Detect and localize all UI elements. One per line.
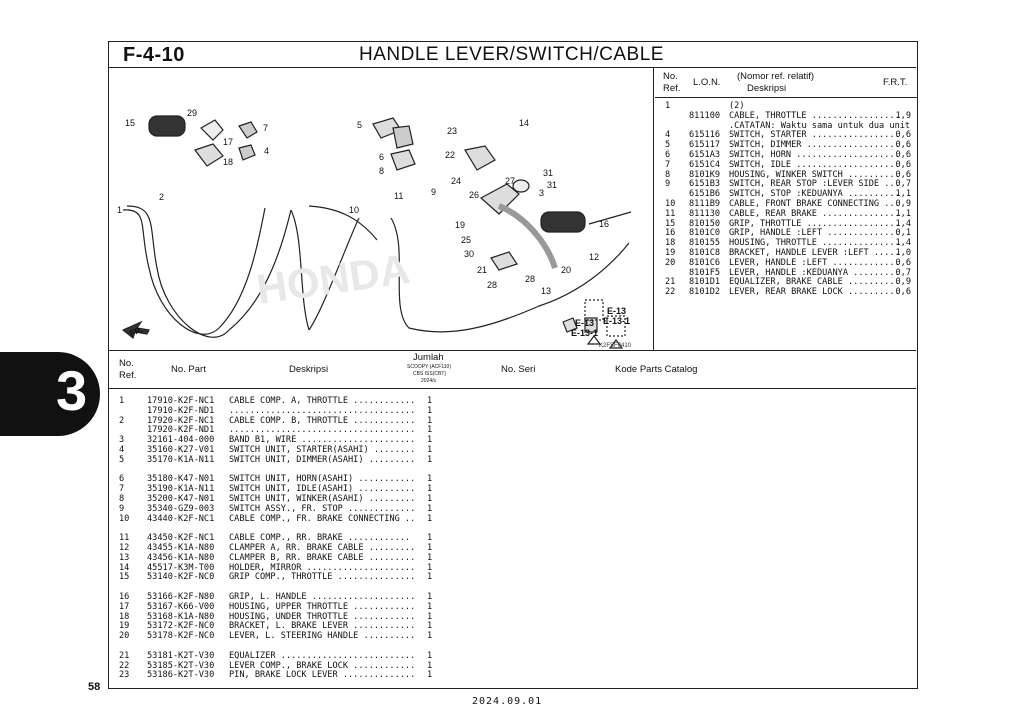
- parts-col-desc: Deskripsi: [289, 364, 329, 375]
- part-description: EQUALIZER ..........................: [229, 650, 416, 661]
- ref-row-frt: 1,1: [895, 189, 911, 200]
- ref-row-frt: 1,4: [895, 218, 911, 229]
- part-number: 35340-GZ9-003: [147, 503, 215, 514]
- part-number: 43450-K2F-NC1: [147, 533, 215, 544]
- ref-row-frt: 0,7: [895, 179, 911, 190]
- part-ref-no: 10: [119, 513, 130, 524]
- callout-21: 21: [477, 265, 488, 275]
- throttle-cable-a: [123, 210, 219, 334]
- ref-row-lon: 615117: [689, 140, 721, 151]
- ref-row-no: 1: [665, 101, 671, 111]
- ref-row-desc: CABLE, THROTTLE .................: [729, 110, 900, 121]
- ref-e13-1-b: E-13-1: [603, 316, 631, 326]
- callout-27: 27: [505, 176, 516, 186]
- ref-row-desc: (2): [729, 101, 745, 111]
- grip-end-cable: [589, 212, 631, 224]
- ref-row-frt: 0,7: [895, 267, 911, 278]
- part-description: PIN, BRAKE LOCK LEVER ..............: [229, 670, 416, 681]
- ref-row-desc: CABLE, FRONT BRAKE CONNECTING ...: [729, 198, 900, 209]
- part-ref-no: 17: [119, 601, 130, 612]
- ref-row-no: 18: [665, 238, 676, 249]
- part-ref-no: 18: [119, 611, 130, 622]
- reference-row: [661, 288, 913, 298]
- upper-housing-shape: [201, 120, 223, 140]
- ref-row-frt: 1,9: [895, 110, 911, 121]
- callout-16: 16: [599, 219, 610, 229]
- callout-20: 20: [561, 265, 572, 275]
- parts-rows: [109, 397, 916, 681]
- part-number: 35190-K1A-N11: [147, 484, 215, 495]
- part-number: 35180-K47-N01: [147, 474, 215, 485]
- callout-19: 19: [455, 220, 466, 230]
- part-number: 17910-K2F-NC1: [147, 396, 215, 406]
- ref-row-lon: 8101C6: [689, 257, 721, 268]
- part-quantity: 1: [427, 435, 433, 446]
- ref-row-lon: 810155: [689, 238, 721, 249]
- part-number: 53140-K2F-NC0: [147, 572, 215, 583]
- part-quantity: 1: [427, 415, 433, 426]
- ref-col-lon: L.O.N.: [693, 77, 721, 88]
- part-description: HOUSING, UNDER THROTTLE ............: [229, 611, 416, 622]
- parts-col-qty: Jumlah: [413, 352, 444, 363]
- callout-11: 11: [394, 191, 404, 201]
- ref-row-desc: SWITCH, REAR STOP :LEVER SIDE ...: [729, 179, 900, 190]
- ref-col-frt: F.R.T.: [883, 77, 908, 88]
- figure-code: K2FSF0410: [599, 343, 632, 349]
- part-quantity: 1: [427, 552, 433, 563]
- part-quantity: 1: [427, 484, 433, 495]
- chapter-number: 3: [56, 359, 88, 422]
- parts-col-serial: No. Seri: [501, 364, 536, 375]
- callout-30: 30: [464, 249, 475, 259]
- part-number: 17920-K2F-ND1: [147, 425, 215, 436]
- callout-25: 25: [461, 235, 472, 245]
- part-ref-no: 6: [119, 474, 125, 485]
- part-number: 53172-K2F-NC0: [147, 621, 215, 632]
- part-description: LEVER COMP., BRAKE LOCK ............: [229, 660, 416, 671]
- callout-23: 23: [447, 126, 458, 136]
- part-description: CABLE COMP. B, THROTTLE ............: [229, 415, 416, 426]
- ref-row-frt: 1,0: [895, 247, 911, 258]
- callout-29: 29: [187, 108, 198, 118]
- part-description: GRIP COMP., THROTTLE ...............: [229, 572, 416, 583]
- ref-row-no: 10: [665, 198, 676, 209]
- ref-row-lon: 6151B3: [689, 179, 721, 190]
- part-number: 32161-404-000: [147, 435, 215, 446]
- part-quantity: 1: [427, 611, 433, 622]
- callout-1: 1: [117, 205, 123, 215]
- ref-row-desc: BRACKET, HANDLE LEVER :LEFT .....: [729, 247, 900, 258]
- ref-row-no: 9: [665, 179, 671, 190]
- ref-row-desc: SWITCH, STARTER .................: [729, 130, 900, 141]
- ref-row-lon: 811100: [689, 110, 721, 121]
- switch-starter-shape: [239, 122, 257, 138]
- callout-12: 12: [589, 252, 600, 262]
- chapter-tab: [0, 352, 100, 436]
- ref-row-desc: EQUALIZER, BRAKE CABLE ..........: [729, 277, 900, 288]
- part-number: 35160-K27-V01: [147, 444, 215, 455]
- ref-row-frt: 0,1: [895, 228, 911, 239]
- part-description: LEVER, L. STEERING HANDLE ..........: [229, 631, 416, 642]
- parts-row: [109, 632, 916, 642]
- part-ref-no: 13: [119, 552, 130, 563]
- part-ref-no: 20: [119, 631, 130, 642]
- part-quantity: 1: [427, 621, 433, 632]
- ref-row-frt: 1,4: [895, 238, 911, 249]
- ref-row-lon: 8101F5: [689, 267, 721, 278]
- part-quantity: 1: [427, 493, 433, 504]
- part-description: CABLE COMP., RR. BRAKE ............: [229, 533, 411, 544]
- ref-row-frt: 0,9: [895, 198, 911, 209]
- part-ref-no: 11: [119, 533, 130, 544]
- ref-row-desc: SWITCH, STOP :KEDUANYA ..........: [729, 189, 900, 200]
- ref-row-desc: GRIP, HANDLE :LEFT ..............: [729, 228, 900, 239]
- equalizer-shape: [491, 252, 517, 270]
- print-date: 2024.09.01: [472, 696, 543, 707]
- ref-col-desc-top: (Nomor ref. relatif): [737, 71, 815, 82]
- parts-col-catalog: Kode Parts Catalog: [615, 364, 698, 375]
- ref-row-no: 22: [665, 287, 676, 298]
- throttle-grip-shape: [149, 116, 185, 136]
- part-ref-no: 9: [119, 503, 125, 514]
- part-description: ....................................: [229, 405, 416, 416]
- part-quantity: 1: [427, 533, 433, 544]
- callout-17: 17: [223, 137, 234, 147]
- ref-row-no: 6: [665, 149, 671, 160]
- ref-row-desc: LEVER, REAR BRAKE LOCK ..........: [729, 287, 900, 298]
- ref-row-no: 16: [665, 228, 676, 239]
- part-quantity: 1: [427, 396, 433, 406]
- part-number: 53166-K2F-N80: [147, 591, 215, 602]
- ref-row-desc: LEVER, HANDLE :KEDUANYA .........: [729, 267, 900, 278]
- callout-24: 24: [451, 176, 462, 186]
- ref-row-lon: 6151A3: [689, 149, 721, 160]
- parts-row: [109, 515, 916, 525]
- callout-26: 26: [469, 190, 480, 200]
- lever-lock-shape: [465, 146, 495, 170]
- parts-col-qty-model: SCOOPY (ACF110): [407, 364, 451, 370]
- part-ref-no: 7: [119, 484, 125, 495]
- part-quantity: 1: [427, 660, 433, 671]
- ref-row-no: 21: [665, 277, 676, 288]
- switch-winker-shape: [391, 150, 415, 170]
- fr-label: FR.: [128, 325, 144, 338]
- parts-col-part: No. Part: [171, 364, 206, 375]
- parts-col-no: No.: [119, 358, 134, 369]
- part-number: 53181-K2T-V30: [147, 650, 215, 661]
- part-number: 53167-K66-V00: [147, 601, 215, 612]
- part-description: ....................................: [229, 425, 416, 436]
- part-description: BAND B1, WIRE ......................: [229, 435, 416, 446]
- rear-brake-cable: [391, 218, 629, 332]
- ref-row-frt: 0,6: [895, 257, 911, 268]
- ref-row-desc: GRIP, THROTTLE ..................: [729, 218, 900, 229]
- ref-row-frt: 0,6: [895, 159, 911, 170]
- ref-row-desc: LEVER, HANDLE :LEFT .............: [729, 257, 900, 268]
- ref-row-lon: 8101K9: [689, 169, 721, 180]
- part-quantity: 1: [427, 503, 433, 514]
- part-description: BRACKET, L. BRAKE LEVER ............: [229, 621, 416, 632]
- part-number: 43456-K1A-N80: [147, 552, 215, 563]
- part-ref-no: 19: [119, 621, 130, 632]
- parts-table: [109, 350, 916, 688]
- part-description: SWITCH UNIT, HORN(ASAHI) ...........: [229, 474, 416, 485]
- parts-col-ref: Ref.: [119, 370, 137, 381]
- part-number: 43440-K2F-NC1: [147, 513, 215, 524]
- part-description: SWITCH UNIT, STARTER(ASAHI) ........: [229, 444, 416, 455]
- page-header: [109, 42, 916, 68]
- part-ref-no: 8: [119, 493, 125, 504]
- part-quantity: 1: [427, 601, 433, 612]
- ref-row-no: 11: [665, 208, 676, 219]
- ref-row-lon: 811130: [689, 208, 721, 219]
- ref-row-lon: 615116: [689, 130, 721, 141]
- ref-box-1: [585, 300, 603, 320]
- callout-8: 8: [379, 166, 385, 176]
- part-description: CLAMPER B, RR. BRAKE CABLE .........: [229, 552, 416, 563]
- part-quantity: 1: [427, 444, 433, 455]
- parts-col-qty-year: 2024/s: [421, 378, 437, 384]
- ref-col-desc: Deskripsi: [747, 83, 787, 94]
- ref-row-no: 8: [665, 169, 671, 180]
- part-ref-no: 15: [119, 572, 130, 583]
- callout-5: 5: [357, 120, 363, 130]
- part-number: 17920-K2F-NC1: [147, 415, 215, 426]
- part-description: CLAMPER A, RR. BRAKE CABLE .........: [229, 542, 416, 553]
- parts-table-header: [109, 351, 916, 389]
- callout-15: 15: [125, 118, 136, 128]
- parts-col-qty-variant: CBS ISS(CBT): [413, 371, 447, 377]
- part-description: SWITCH UNIT, WINKER(ASAHI) .........: [229, 493, 416, 504]
- part-ref-no: 2: [119, 415, 125, 426]
- part-number: 35200-K47-N01: [147, 493, 215, 504]
- page-title: HANDLE LEVER/SWITCH/CABLE: [359, 44, 664, 65]
- ref-row-lon: 8101C8: [689, 247, 721, 258]
- part-number: 35170-K1A-N11: [147, 454, 215, 465]
- ref-e13-b: E-13: [607, 306, 627, 316]
- ref-row-lon: 6151B6: [689, 189, 721, 200]
- switch-dimmer-shape: [239, 145, 255, 160]
- part-quantity: 1: [427, 513, 433, 524]
- part-number: 53168-K1A-N80: [147, 611, 215, 622]
- part-quantity: 1: [427, 542, 433, 553]
- honda-watermark: HONDA: [253, 244, 413, 313]
- part-description: SWITCH ASSY., FR. STOP .............: [229, 503, 416, 514]
- part-quantity: 1: [427, 405, 433, 416]
- ref-row-frt: 0,6: [895, 140, 911, 151]
- ref-row-no: 15: [665, 218, 676, 229]
- ref-row-lon: 8101C0: [689, 228, 721, 239]
- part-quantity: 1: [427, 670, 433, 681]
- part-ref-no: 22: [119, 660, 130, 671]
- ref-row-lon: 6151C4: [689, 159, 721, 170]
- cable-10-shape: [309, 206, 377, 240]
- winker-housing-shape: [393, 126, 413, 148]
- part-ref-no: 23: [119, 670, 130, 681]
- ref-e13-1-a: E-13-1: [571, 328, 599, 338]
- part-quantity: 1: [427, 425, 433, 436]
- part-ref-no: 16: [119, 591, 130, 602]
- left-grip-shape: [541, 212, 585, 232]
- callout-10: 10: [349, 205, 360, 215]
- parts-row: [109, 671, 916, 681]
- part-description: CABLE COMP. A, THROTTLE ............: [229, 396, 416, 406]
- callout-18: 18: [223, 157, 234, 167]
- ref-row-no: 7: [665, 159, 671, 170]
- callout-6: 6: [379, 152, 385, 162]
- ref-e13-a: E-13: [575, 318, 595, 328]
- callout-14: 14: [519, 118, 530, 128]
- section-code: F-4-10: [123, 44, 185, 66]
- ref-row-lon: 8111B9: [689, 198, 721, 209]
- part-number: 53185-K2T-V30: [147, 660, 215, 671]
- ref-row-lon: 8101D2: [689, 287, 721, 298]
- callout-22: 22: [445, 150, 456, 160]
- part-quantity: 1: [427, 650, 433, 661]
- callout-9: 9: [431, 187, 437, 197]
- ref-row-desc: SWITCH, HORN ....................: [729, 149, 900, 160]
- reference-table: [655, 68, 917, 350]
- part-number: 45517-K3M-T00: [147, 562, 215, 573]
- ref-row-lon: 810150: [689, 218, 721, 229]
- part-ref-no: 1: [119, 396, 125, 406]
- ref-row-frt: 0,6: [895, 130, 911, 141]
- part-number: 53186-K2T-V30: [147, 670, 215, 681]
- part-number: 53178-K2F-NC0: [147, 631, 215, 642]
- diagram-drawing: [109, 68, 654, 350]
- part-quantity: 1: [427, 474, 433, 485]
- part-ref-no: 21: [119, 650, 130, 661]
- reference-table-header: [655, 68, 917, 98]
- ref-row-desc: SWITCH, IDLE ....................: [729, 159, 900, 170]
- part-quantity: 1: [427, 591, 433, 602]
- part-quantity: 1: [427, 562, 433, 573]
- part-description: GRIP, L. HANDLE ....................: [229, 591, 416, 602]
- callout-13: 13: [541, 286, 552, 296]
- ref-row-no: 20: [665, 257, 676, 268]
- under-housing-shape: [195, 144, 223, 166]
- part-description: CABLE COMP., FR. BRAKE CONNECTING ..: [229, 513, 416, 524]
- callout-31a: 31: [543, 168, 554, 178]
- part-quantity: 1: [427, 631, 433, 642]
- ref-row-desc: HOUSING, WINKER SWITCH ..........: [729, 169, 900, 180]
- ref-col-ref: Ref.: [663, 83, 681, 94]
- parts-row: [109, 456, 916, 466]
- ref-row-frt: 0,6: [895, 149, 911, 160]
- ref-col-no: No.: [663, 71, 678, 82]
- ref-row-desc: CABLE, REAR BRAKE ...............: [729, 208, 900, 219]
- callout-28a: 28: [525, 274, 536, 284]
- part-quantity: 1: [427, 454, 433, 465]
- callout-7: 7: [263, 123, 269, 133]
- ref-row-desc: HOUSING, THROTTLE ...............: [729, 238, 900, 249]
- mirror-holder-shape: [513, 180, 529, 192]
- ref-row-desc: .CATATAN: Waktu sama untuk dua unit: [729, 120, 911, 131]
- callout-4: 4: [264, 146, 270, 156]
- part-number: 43455-K1A-N80: [147, 542, 215, 553]
- page-number: 58: [88, 681, 101, 693]
- part-ref-no: 12: [119, 542, 130, 553]
- part-ref-no: 4: [119, 444, 125, 455]
- reference-rows: [661, 102, 913, 298]
- ref-row-no: 5: [665, 140, 671, 151]
- ref-row-frt: 0,6: [895, 287, 911, 298]
- part-ref-no: 14: [119, 562, 130, 573]
- part-description: HOLDER, MIRROR .....................: [229, 562, 416, 573]
- callout-28b: 28: [487, 280, 498, 290]
- part-ref-no: 5: [119, 454, 125, 465]
- part-number: 17910-K2F-ND1: [147, 405, 215, 416]
- ref-row-desc: SWITCH, DIMMER ..................: [729, 140, 900, 151]
- part-description: SWITCH UNIT, IDLE(ASAHI) ...........: [229, 484, 416, 495]
- part-description: SWITCH UNIT, DIMMER(ASAHI) .........: [229, 454, 416, 465]
- exploded-diagram: [109, 68, 654, 350]
- ref-row-frt: 0,9: [895, 277, 911, 288]
- catalog-page-frame: [108, 41, 918, 689]
- ref-row-no: 19: [665, 247, 676, 258]
- part-quantity: 1: [427, 572, 433, 583]
- ref-row-lon: 8101D1: [689, 277, 721, 288]
- callout-2: 2: [159, 192, 165, 202]
- callout-3: 3: [539, 188, 545, 198]
- parts-row: [109, 573, 916, 583]
- part-description: HOUSING, UPPER THROTTLE ............: [229, 601, 416, 612]
- ref-row-no: 4: [665, 130, 671, 141]
- callout-31b: 31: [547, 180, 558, 190]
- ref-row-frt: 1,1: [895, 208, 911, 219]
- part-ref-no: 3: [119, 435, 125, 446]
- ref-row-frt: 0,6: [895, 169, 911, 180]
